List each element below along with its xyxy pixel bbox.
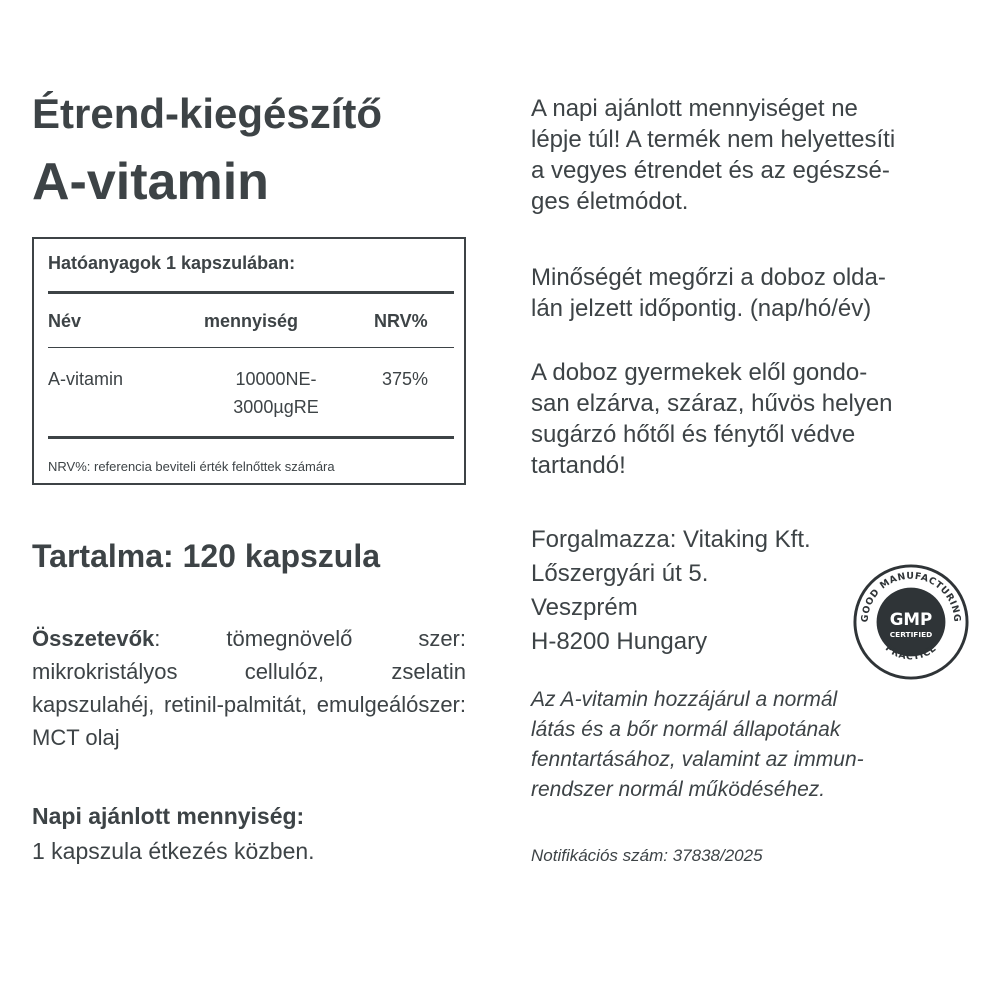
distributor-line: Lőszergyári út 5. [531, 560, 709, 587]
table-divider [48, 291, 454, 294]
table-divider [48, 347, 454, 348]
table-cell-nrv: 375% [382, 369, 429, 389]
best-before-line: lán jelzett időpontig. (nap/hó/év) [531, 295, 872, 322]
table-heading: Hatóanyagok 1 kapszulában: [48, 253, 296, 273]
storage-line: tartandó! [531, 452, 626, 479]
claim-line: fenntartásához, valamint az immun- [531, 748, 864, 771]
active-ingredients-table [32, 237, 466, 485]
claim-line: Az A-vitamin hozzájárul a normál [531, 688, 838, 711]
distributor-line: Veszprém [531, 594, 638, 621]
distributor-line: H-8200 Hungary [531, 628, 708, 655]
storage-line: sugárzó hőtől és fénytől védve [531, 421, 856, 448]
distributor-line: Forgalmazza: Vitaking Kft. [531, 526, 811, 553]
column-header-name: Név [48, 311, 82, 331]
table-footnote: NRV%: referencia beviteli érték felnőttek számára [48, 459, 335, 474]
claim-line: rendszer normál működéséhez. [531, 778, 826, 801]
product-title: A-vitamin [32, 153, 269, 211]
warning-line: A napi ajánlott mennyiséget ne [531, 95, 858, 122]
storage-line: san elzárva, száraz, hűvös helyen [531, 390, 893, 417]
distributor-address [531, 523, 811, 659]
health-claim [531, 685, 971, 805]
warning-line: ges életmódot. [531, 188, 689, 215]
column-header-nrv: NRV% [374, 311, 428, 331]
warning-line: a vegyes étrendet és az egészsé- [531, 157, 890, 184]
storage-line: A doboz gyermekek elől gondo- [531, 359, 868, 386]
daily-dose-label: Napi ajánlott mennyiség: [32, 803, 305, 829]
product-category: Étrend-kiegészítő [32, 90, 383, 137]
daily-dose-text: 1 kapszula étkezés közben. [32, 838, 315, 864]
best-before-paragraph [531, 262, 971, 324]
table-cell-amount [216, 365, 336, 421]
warning-line: lépje túl! A termék nem helyettesíti [531, 126, 896, 153]
ingredients-paragraph [32, 622, 466, 754]
notification-number: Notifikációs szám: 37838/2025 [531, 846, 763, 865]
badge-gmp-text: GMP [889, 608, 933, 629]
badge-bottom-text: PRACTICE [882, 642, 940, 663]
amount-line-2: 3000µgRE [233, 397, 319, 417]
best-before-line: Minőségét megőrzi a doboz olda- [531, 264, 886, 291]
ingredients-text: : tömegnövelő szer: mikrokristályos cellulóz, zselatin kapszulahéj, retinil-palmitát, emulgeálószer: MCT olaj [32, 626, 466, 750]
column-header-amount: mennyiség [204, 311, 299, 331]
warning-paragraph [531, 93, 971, 217]
badge-top-text: GOOD MANUFACTURING [859, 570, 963, 623]
ingredients-label: Összetevők [32, 626, 155, 651]
amount-line-1: 10000NE- [235, 369, 317, 389]
table-cell-name: A-vitamin [48, 369, 124, 389]
storage-paragraph [531, 357, 971, 481]
badge-certified-text: CERTIFIED [889, 629, 933, 639]
package-content: Tartalma: 120 kapszula [32, 538, 381, 574]
table-divider [48, 436, 454, 439]
claim-line: látás és a bőr normál állapotának [531, 718, 841, 741]
gmp-certified-badge-icon [852, 563, 970, 681]
